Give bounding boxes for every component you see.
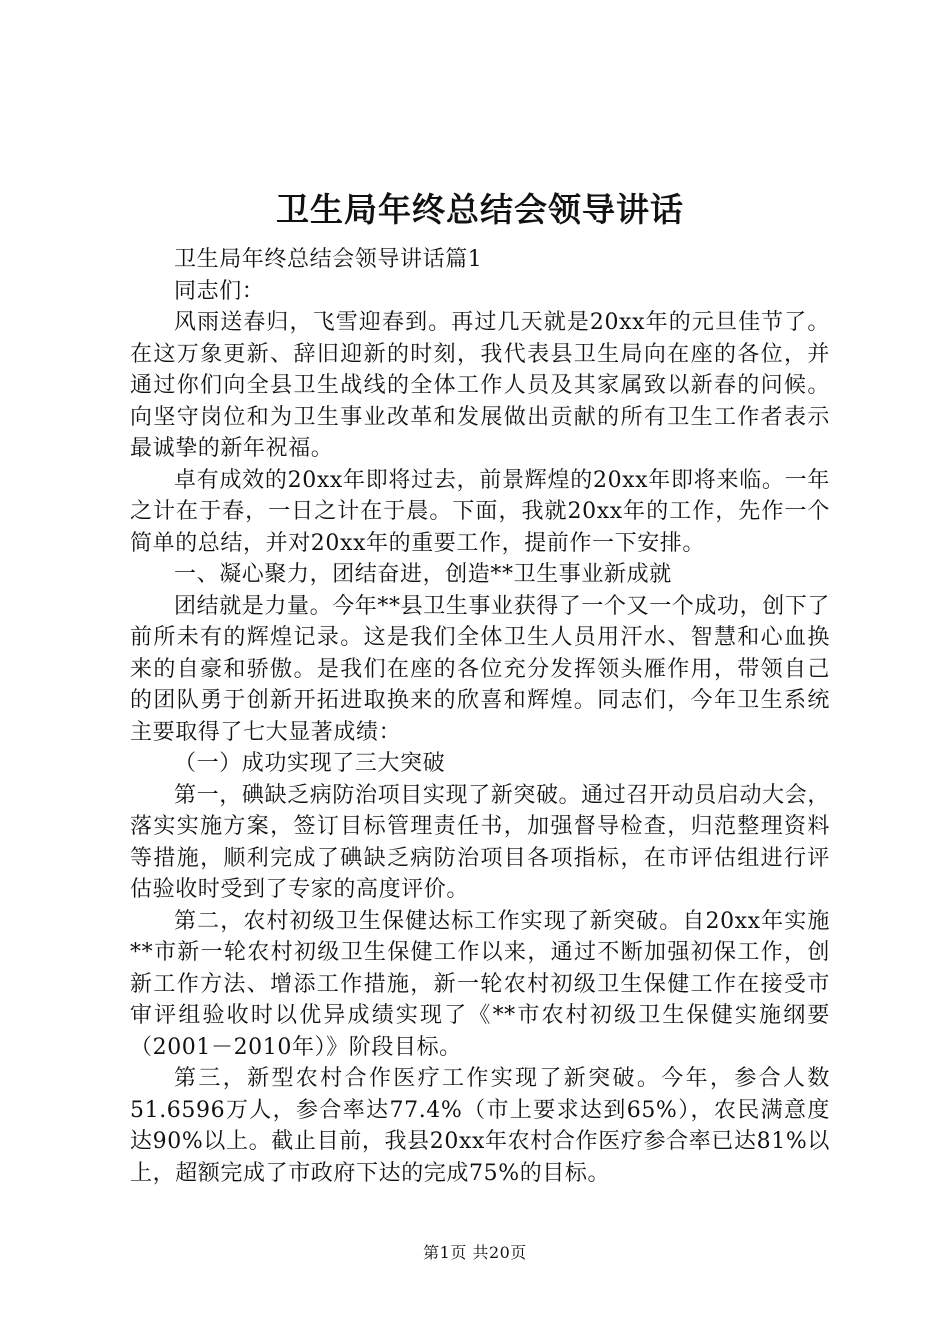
document-title: 卫生局年终总结会领导讲话 (276, 190, 684, 229)
paragraph-breakthrough-1: 第一，碘缺乏病防治项目实现了新突破。通过召开动员启动大会，落实实施方案，签订目标管理责任书，加强督导检查，归范整理资料等措施，顺利完成了碘缺乏病防治项目各项指标，在市评估组进行评估验收时受到了专家的高度评价。 (130, 782, 830, 902)
paragraph-greeting: 风雨送春归，飞雪迎春到。再过几天就是20xx年的元旦佳节了。在这万象更新、辞旧迎新的时刻，我代表县卫生局向在座的各位，并通过你们向全县卫生战线的全体工作人员及其家属致以新春的问候。向坚守岗位和为卫生事业改革和发展做出贡献的所有卫生工作者表示最诚挚的新年祝福。 (130, 310, 830, 461)
section-heading-1: 一、凝心聚力，团结奋进，创造**卫生事业新成就 (174, 562, 672, 587)
paragraph-heading: 卫生局年终总结会领导讲话篇1 (174, 247, 483, 272)
paragraph-salutation: 同志们： (174, 278, 265, 304)
paragraph-breakthrough-2: 第二，农村初级卫生保健达标工作实现了新突破。自20xx年实施**市新一轮农村初级卫生保健工作以来，通过不断加强初保工作，创新工作方法、增添工作措施，新一轮农村初级卫生保健工作在接受市审评组验收时以优异成绩实现了《**市农村初级卫生保健实施纲要（2001－2010年）》阶段目标。 (130, 908, 830, 1060)
document-page (130, 180, 830, 1189)
paragraph-overview: 卓有成效的20xx年即将过去，前景辉煌的20xx年即将来临。一年之计在于春，一日之计在于晨。下面，我就20xx年的工作，先作一个简单的总结，并对20xx年的重要工作，提前作一下安排。 (130, 467, 830, 556)
page-footer: 第1页 共20页 (423, 1243, 527, 1262)
paragraph-breakthrough-3: 第三，新型农村合作医疗工作实现了新突破。今年，参合人数51.6596万人，参合率达77.4%（市上要求达到65%），农民满意度达90%以上。截止目前，我县20xx年农村合作医疗参合率已达81%以上，超额完成了市政府下达的完成75%的目标。 (130, 1066, 830, 1186)
paragraph-unity: 团结就是力量。今年**县卫生事业获得了一个又一个成功，创下了前所未有的辉煌记录。这是我们全体卫生人员用汗水、智慧和心血换来的自豪和骄傲。是我们在座的各位充分发挥领头雁作用，带领自己的团队勇于创新开拓进取换来的欣喜和辉煌。同志们，今年卫生系统主要取得了七大显著成绩： (130, 593, 831, 745)
subsection-heading-1: （一）成功实现了三大突破 (174, 751, 446, 776)
